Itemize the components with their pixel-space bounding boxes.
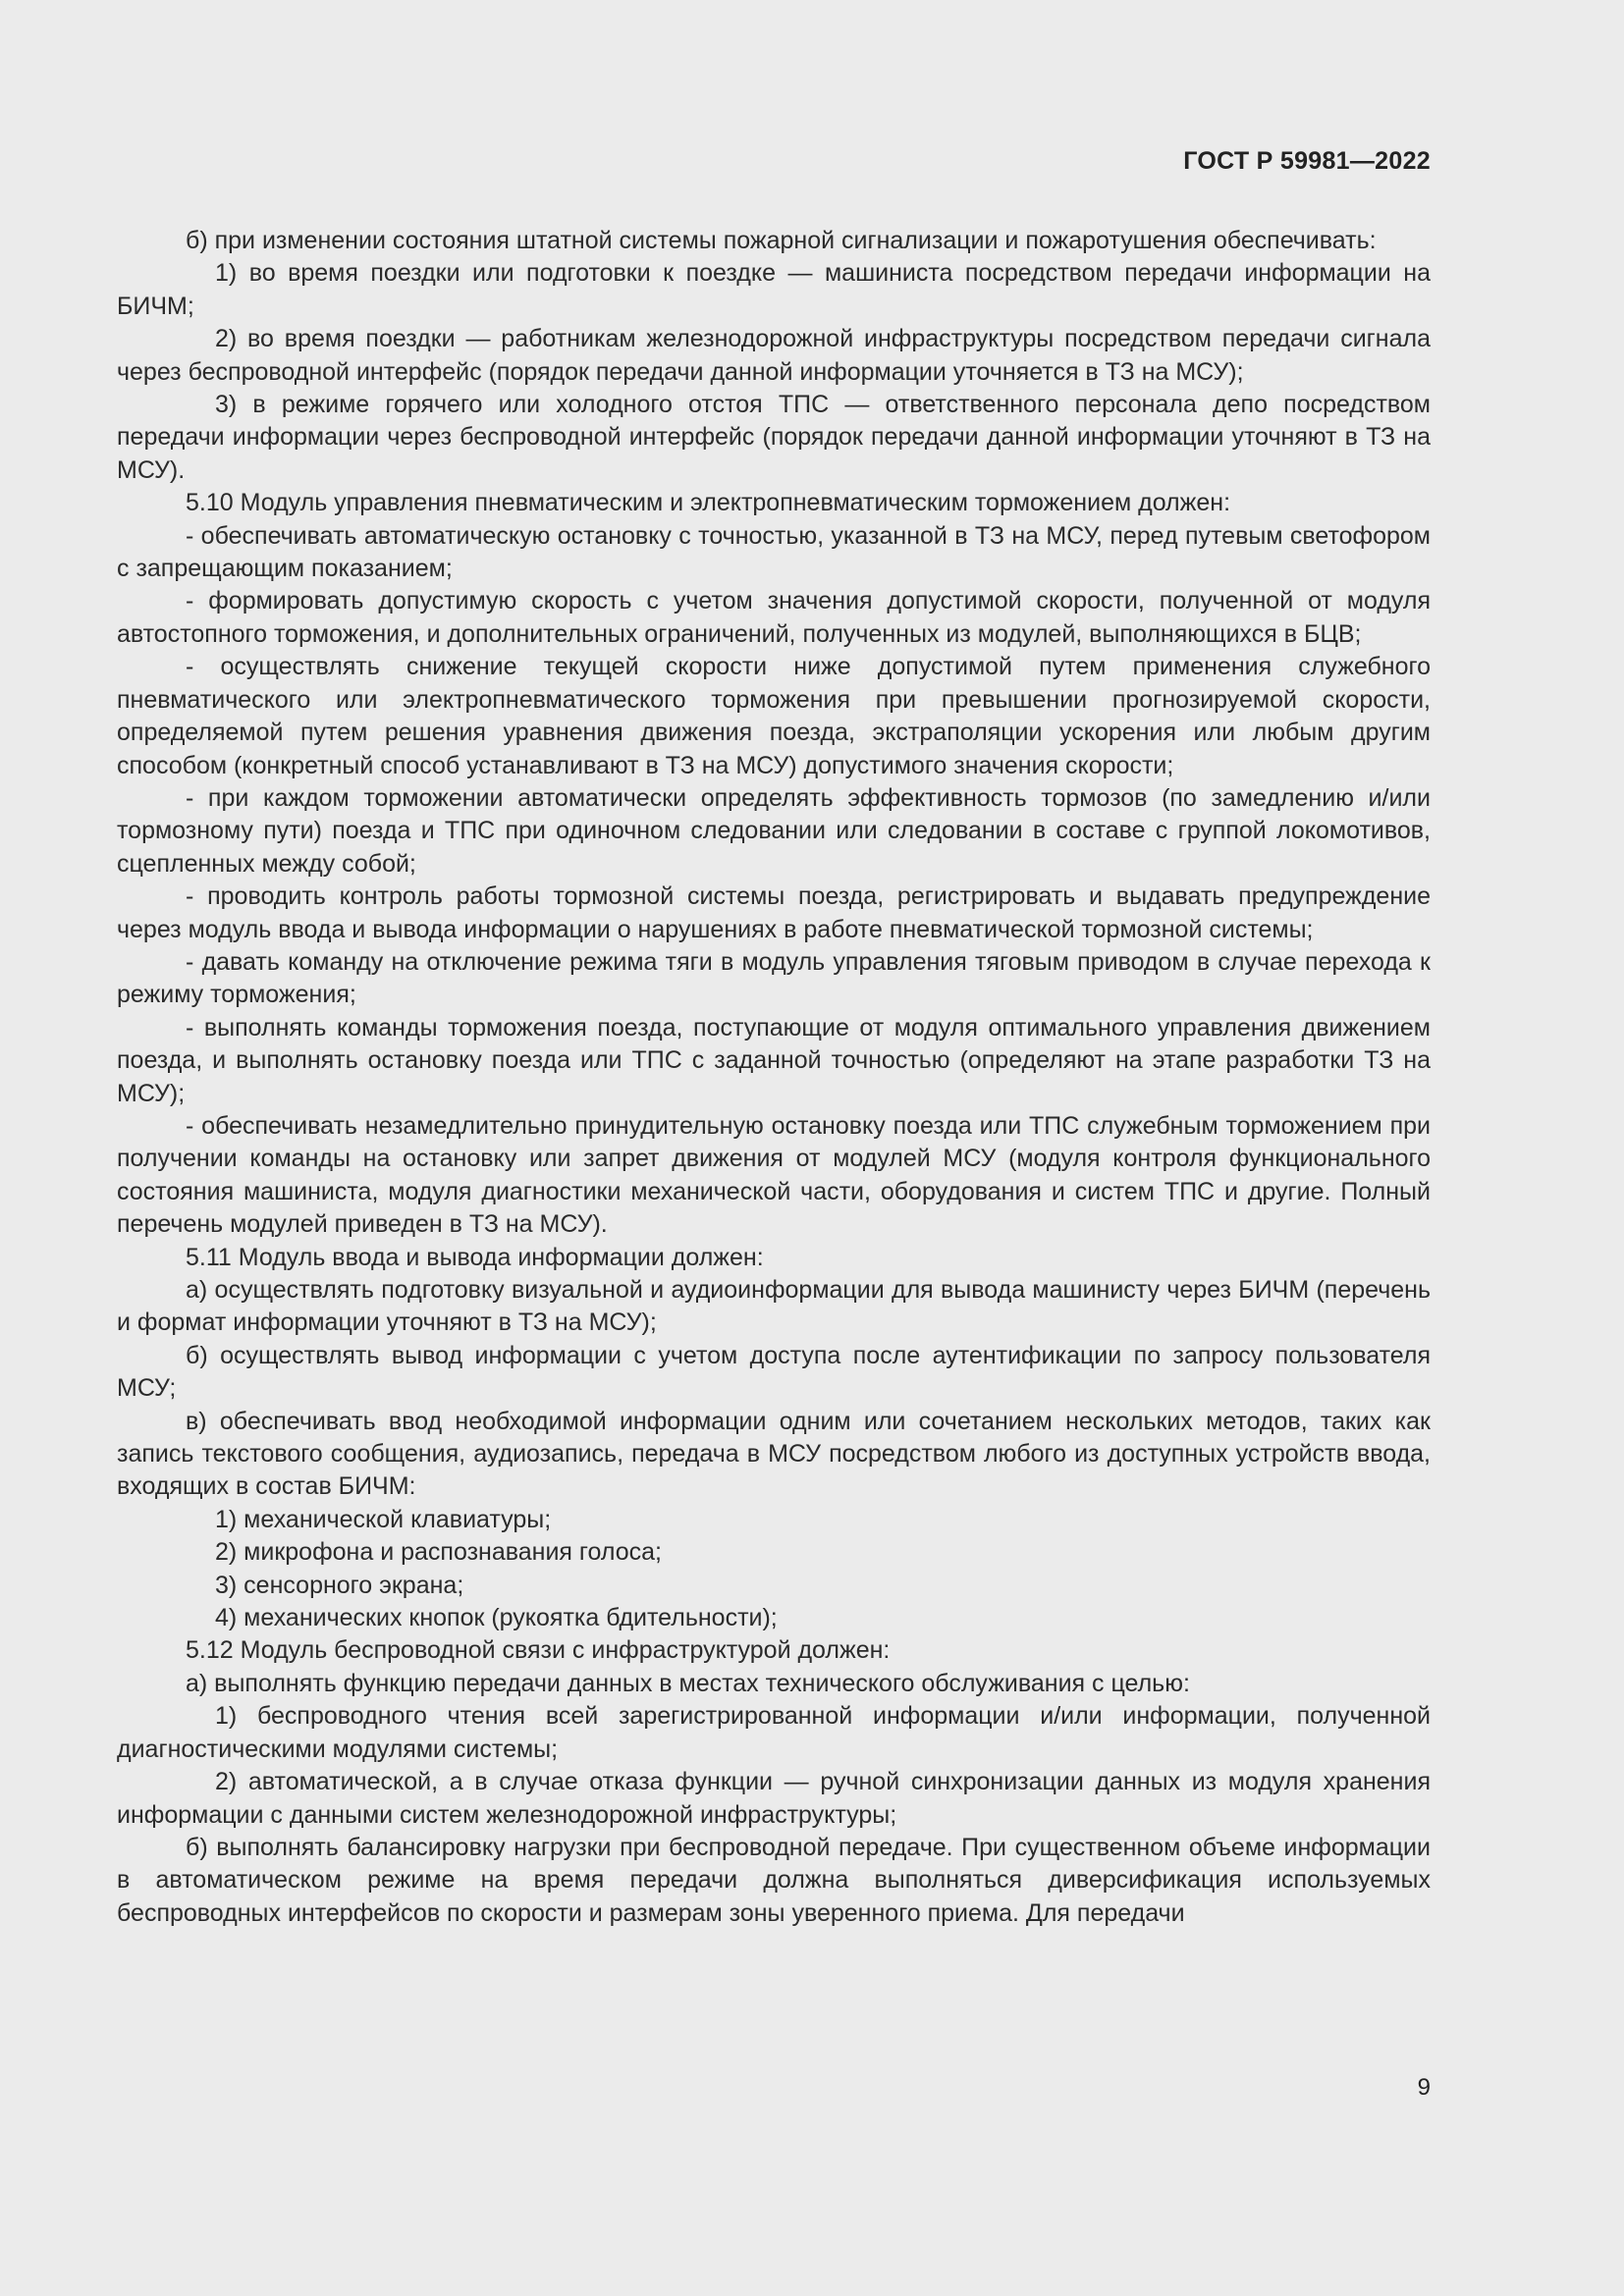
list-item: б) выполнять балансировку нагрузки при беспроводной передаче. При существенном объеме информации в автоматическом режиме на время передачи должна выполняться диверсификация используемых беспроводных интерфейсов по скорости и размерам зоны уверенного приема. Для передачи <box>117 1833 1431 1927</box>
sub-list-item: 1) механической клавиатуры; <box>215 1505 552 1533</box>
list-item: - формировать допустимую скорость с учетом значения допустимой скорости, полученной от модуля автостопного торможения, и дополнительных ограничений, полученных из модулей, выполняющихся в БЦВ; <box>117 587 1431 648</box>
paragraph: 1) во время поездки или подготовки к поездке — машиниста посредством передачи информации на БИЧМ; <box>117 259 1431 320</box>
list-item: - выполнять команды торможения поезда, поступающие от модуля оптимального управления движением поезда, и выполнять остановку поезда или ТПС с заданной точностью (определяют на этапе разработки ТЗ на МСУ); <box>117 1013 1431 1107</box>
sub-list-item: 3) сенсорного экрана; <box>215 1571 464 1599</box>
list-item: а) осуществлять подготовку визуальной и аудиоинформации для вывода машинисту через БИЧМ (перечень и формат информации уточняют в ТЗ на МСУ); <box>117 1276 1431 1337</box>
list-item: - давать команду на отключение режима тяги в модуль управления тяговым приводом в случае перехода к режиму торможения; <box>117 947 1431 1009</box>
list-item: - осуществлять снижение текущей скорости ниже допустимой путем применения служебного пневматического или электропневматического торможения при превышении прогнозируемой скорости, определяемой путем решения уравнения движения поезда, экстраполяции ускорения или любым другим способом (конкретный способ устанавливают в ТЗ на МСУ) допустимого значения скорости; <box>117 653 1431 779</box>
paragraph: б) при изменении состояния штатной системы пожарной сигнализации и пожаротушения обеспечивать: <box>186 227 1377 254</box>
list-item: а) выполнять функцию передачи данных в местах технического обслуживания с целью: <box>186 1669 1190 1697</box>
paragraph: 2) во время поездки — работникам железнодорожной инфраструктуры посредством передачи сигнала через беспроводной интерфейс (порядок передачи данной информации уточняется в ТЗ на МСУ); <box>117 325 1431 386</box>
list-item: - обеспечивать незамедлительно принудительную остановку поезда или ТПС служебным торможением при получении команды на остановку или запрет движения от модулей МСУ (модуля контроля функционального состояния машиниста, модуля диагностики механической части, оборудования и систем ТПС и другие. Полный перечень модулей приведен в ТЗ на МСУ). <box>117 1111 1431 1239</box>
section-heading: 5.11 Модуль ввода и вывода информации должен: <box>186 1243 764 1271</box>
section-heading: 5.10 Модуль управления пневматическим и электропневматическим торможением должен: <box>186 489 1231 517</box>
list-item: б) осуществлять вывод информации с учетом доступа после аутентификации по запросу пользователя МСУ; <box>117 1341 1431 1403</box>
list-item: в) обеспечивать ввод необходимой информации одним или сочетанием нескольких методов, таких как запись текстового сообщения, аудиозапись, передача в МСУ посредством любого из доступных устройств ввода, входящих в состав БИЧМ: <box>117 1407 1431 1501</box>
document-body <box>117 225 1431 1930</box>
list-item: - проводить контроль работы тормозной системы поезда, регистрировать и выдавать предупреждение через модуль ввода и вывода информации о нарушениях в работе пневматической тормозной системы; <box>117 882 1431 943</box>
paragraph: 3) в режиме горячего или холодного отстоя ТПС — ответственного персонала депо посредством передачи информации через беспроводной интерфейс (порядок передачи данной информации уточняют в ТЗ на МСУ). <box>117 391 1431 484</box>
sub-list-item: 1) беспроводного чтения всей зарегистрированной информации и/или информации, полученной диагностическими модулями системы; <box>117 1702 1431 1763</box>
list-item: - обеспечивать автоматическую остановку с точностью, указанной в ТЗ на МСУ, перед путевым светофором с запрещающим показанием; <box>117 521 1431 583</box>
section-heading: 5.12 Модуль беспроводной связи с инфраструктурой должен: <box>186 1636 891 1665</box>
list-item: - при каждом торможении автоматически определять эффективность тормозов (по замедлению и/или тормозному пути) поезда и ТПС при одиночном следовании или следовании в составе с группой локомотивов, сцепленных между собой; <box>117 783 1431 878</box>
sub-list-item: 2) автоматической, а в случае отказа функции — ручной синхронизации данных из модуля хранения информации с данными систем железнодорожной инфраструктуры; <box>117 1768 1431 1829</box>
page-number: 9 <box>1417 2074 1431 2101</box>
document-header: ГОСТ Р 59981—2022 <box>1183 147 1431 175</box>
sub-list-item: 2) микрофона и распознавания голоса; <box>215 1538 662 1567</box>
sub-list-item: 4) механических кнопок (рукоятка бдительности); <box>215 1604 778 1632</box>
